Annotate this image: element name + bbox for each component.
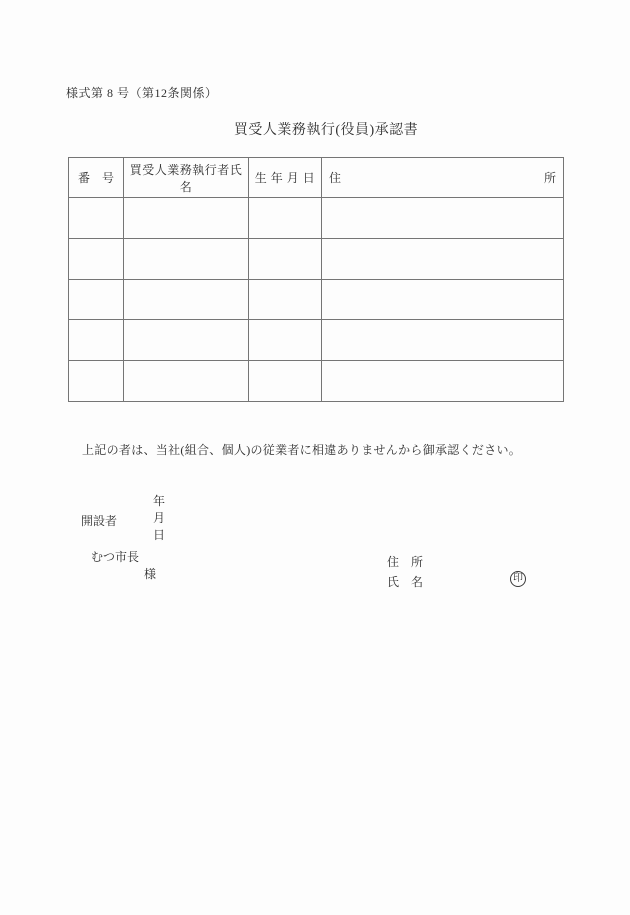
- table-cell-empty: [249, 279, 322, 320]
- signature-address-label: 住 所: [387, 555, 424, 569]
- addressee-line: [79, 533, 156, 597]
- table-row: [69, 361, 564, 402]
- confirmation-statement: 上記の者は、当社(組合、個人)の従業者に相違ありませんから御承認ください。: [82, 443, 522, 457]
- table-cell-empty: [124, 320, 249, 361]
- table-cell-empty: [322, 198, 564, 239]
- header-cell-executor-name: 買受人業務執行者氏名: [124, 158, 249, 198]
- table-cell-empty: [69, 198, 124, 239]
- header-address-left: 住: [329, 171, 342, 185]
- table-cell-empty: [69, 361, 124, 402]
- table-cell-empty: [69, 320, 124, 361]
- table-cell-empty: [322, 320, 564, 361]
- form-number: 様式第 8 号（第12条関係）: [66, 86, 218, 100]
- seal-icon: [510, 571, 526, 587]
- header-number-left: 番: [78, 171, 91, 185]
- signature-name-label: 氏 名: [387, 575, 424, 589]
- addressee-name: むつ市長: [91, 550, 140, 564]
- date-month-label: 月: [153, 511, 166, 525]
- table-cell-empty: [249, 320, 322, 361]
- table-cell-empty: [124, 279, 249, 320]
- header-cell-address: [322, 158, 564, 198]
- date-day-label: 日: [153, 528, 166, 542]
- table-cell-empty: [69, 238, 124, 279]
- table-cell-empty: [124, 198, 249, 239]
- table-cell-empty: [69, 279, 124, 320]
- seal-character: 印: [513, 573, 523, 584]
- header-cell-birthdate: 生 年 月 日: [249, 158, 322, 198]
- header-number-right: 号: [101, 171, 114, 185]
- table-body: [69, 198, 564, 402]
- executor-roster-table: [68, 157, 564, 402]
- table-cell-empty: [322, 238, 564, 279]
- sender-role-label: 開設者: [81, 514, 118, 528]
- header-address-right: 所: [543, 171, 556, 185]
- table-header-row: [69, 158, 564, 198]
- table-cell-empty: [124, 238, 249, 279]
- document-title: 買受人業務執行(役員)承認書: [233, 123, 419, 138]
- header-cell-number: [69, 158, 124, 198]
- table-cell-empty: [249, 198, 322, 239]
- table-cell-empty: [322, 361, 564, 402]
- table-row: [69, 198, 564, 239]
- addressee-honorific: 様: [144, 567, 157, 581]
- table-cell-empty: [249, 361, 322, 402]
- table-cell-empty: [249, 238, 322, 279]
- date-year-label: 年: [153, 494, 166, 508]
- table-row: [69, 238, 564, 279]
- table-cell-empty: [124, 361, 249, 402]
- table-cell-empty: [322, 279, 564, 320]
- table-row: [69, 320, 564, 361]
- table-row: [69, 279, 564, 320]
